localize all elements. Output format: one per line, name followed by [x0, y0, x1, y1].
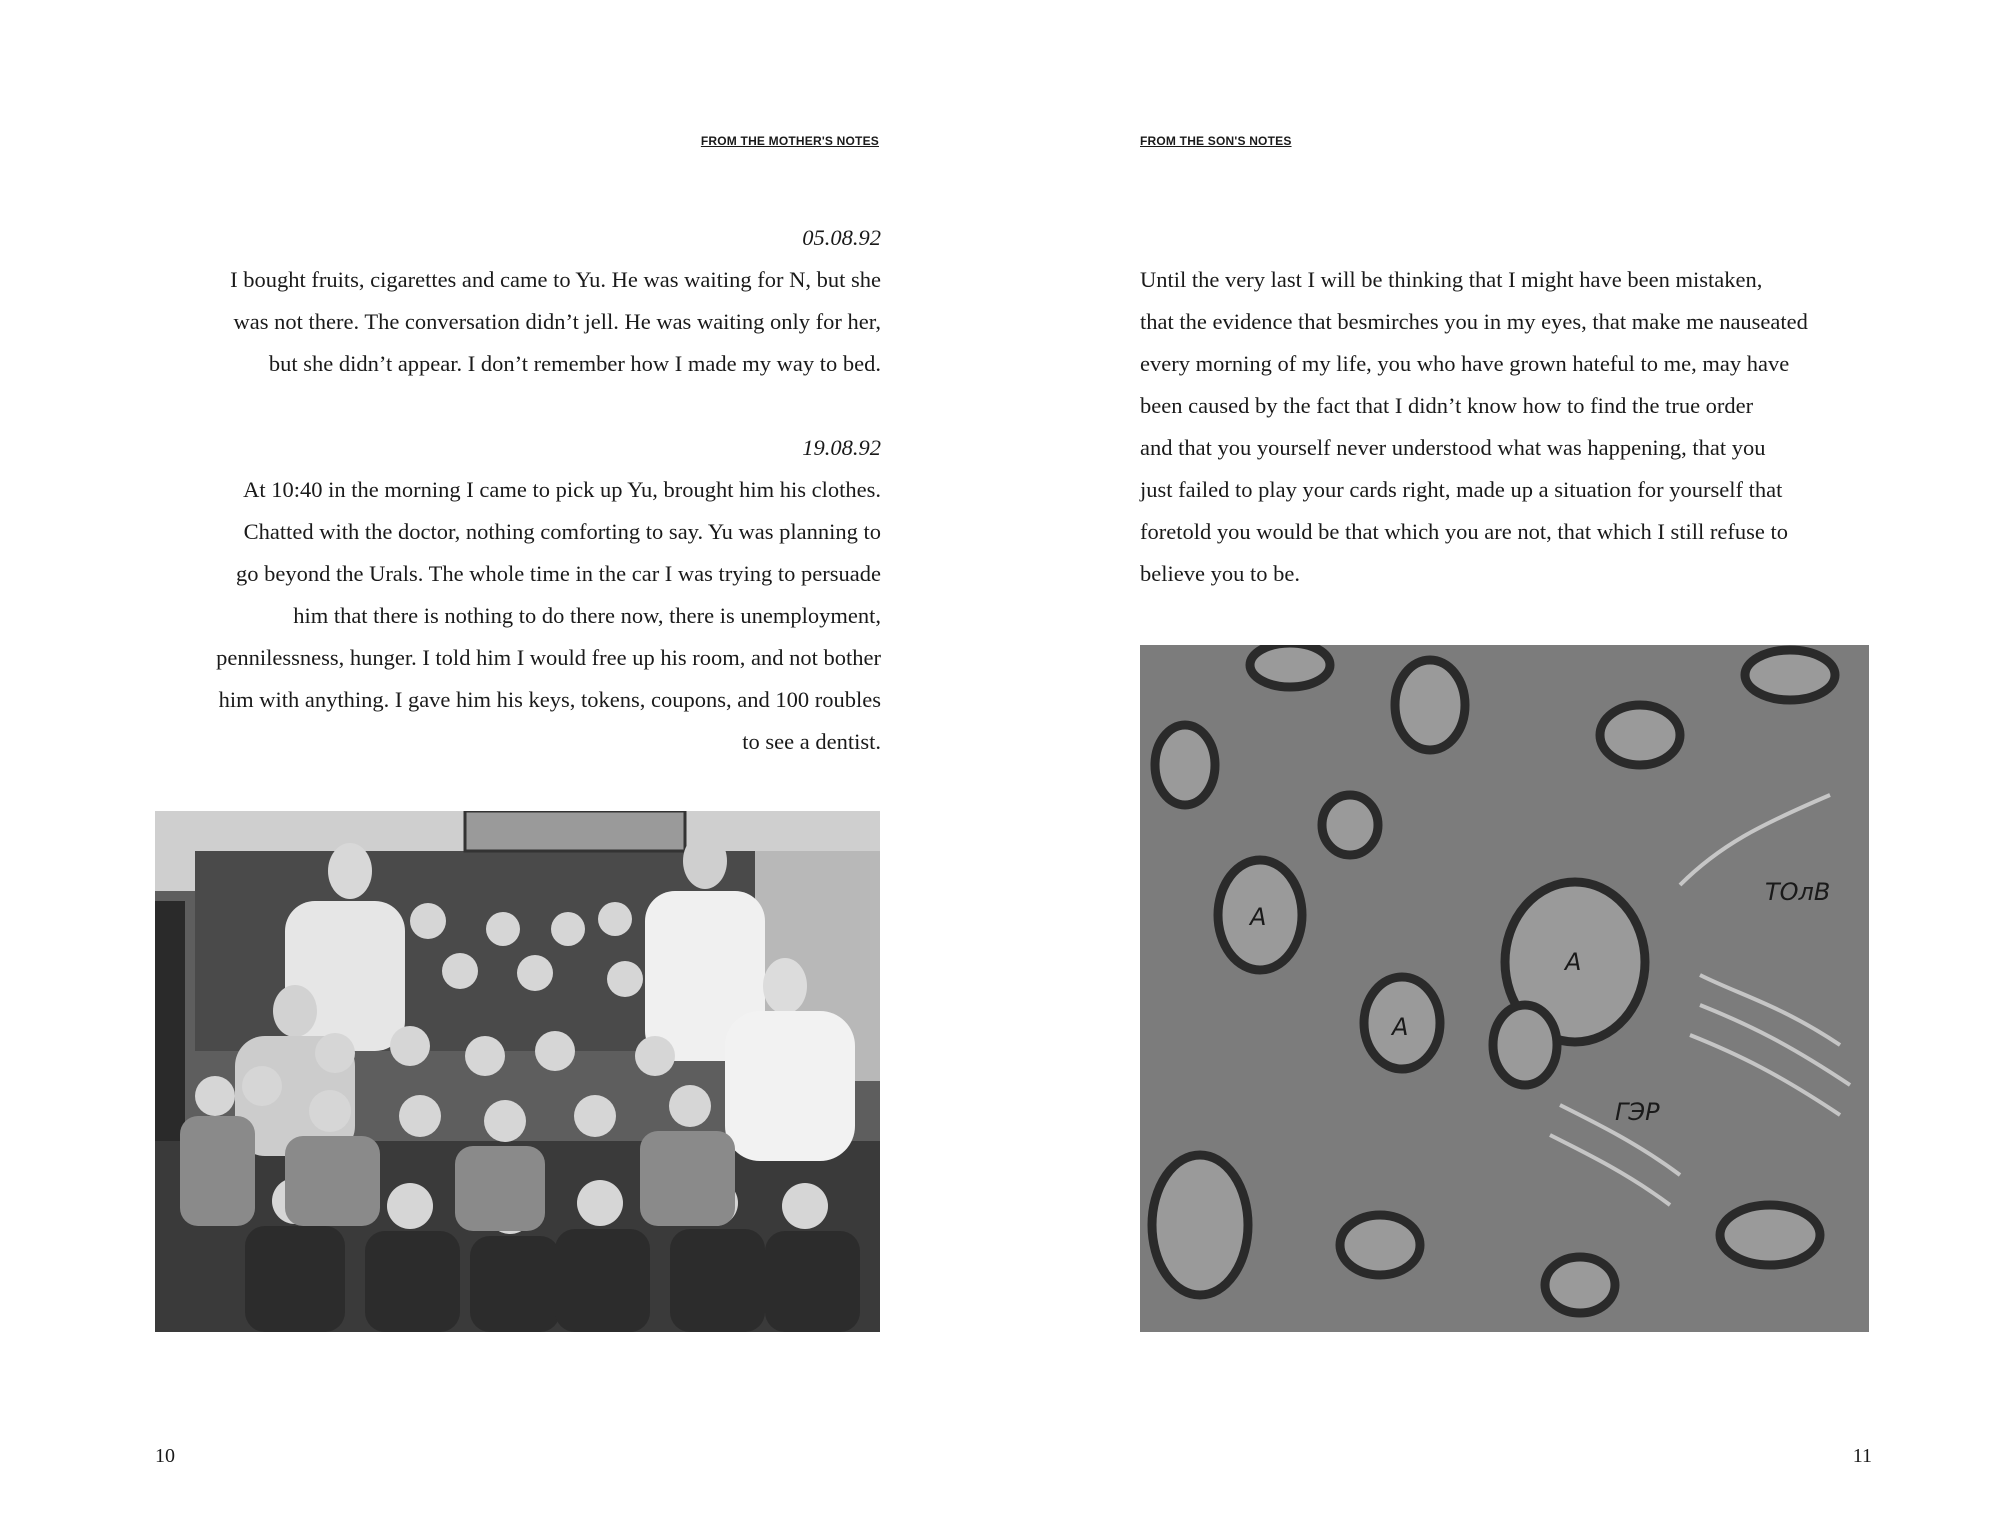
- entry-line: go beyond the Urals. The whole time in the car I was trying to persuade: [235, 561, 881, 586]
- entry-line: Chatted with the doctor, nothing comforting to say. Yu was planning to: [243, 519, 881, 544]
- entry-date: 19.08.92: [802, 435, 881, 460]
- micrograph-label-a: А: [1565, 948, 1582, 976]
- micrograph-label-a: А: [1250, 903, 1267, 931]
- entry-line: to see a dentist.: [742, 729, 881, 754]
- electron-micrograph: [1140, 645, 1869, 1332]
- entry-line: At 10:40 in the morning I came to pick up Yu, brought him his clothes.: [243, 477, 881, 502]
- text-line: every morning of my life, you who have grown hateful to me, may have: [1140, 351, 1790, 376]
- page-number-right: 11: [1852, 1445, 1872, 1467]
- page-number-left: 10: [155, 1445, 175, 1467]
- text-line: and that you yourself never understood what was happening, that you: [1140, 435, 1766, 460]
- group-photo-illustration: [155, 811, 880, 1332]
- micrograph-label-ger: ГЭР: [1615, 1098, 1660, 1126]
- text-line: just failed to play your cards right, made up a situation for yourself that: [1140, 477, 1783, 502]
- entry-line: him that there is nothing to do there now, there is unemployment,: [293, 603, 881, 628]
- running-head-mother: FROM THE MOTHER'S NOTES: [700, 134, 879, 148]
- text-line: foretold you would be that which you are not, that which I still refuse to: [1140, 519, 1788, 544]
- running-head-son: FROM THE SON'S NOTES: [1140, 134, 1292, 148]
- entry-date: 05.08.92: [802, 225, 881, 250]
- micrograph-illustration: [1140, 645, 1869, 1332]
- micrograph-label-a: А: [1392, 1013, 1409, 1041]
- text-line: Until the very last I will be thinking that I might have been mistaken,: [1140, 267, 1763, 292]
- text-line: been caused by the fact that I didn’t know how to find the true order: [1140, 393, 1754, 418]
- diary-entry: [155, 217, 881, 385]
- micrograph-label-tolv: ТОлВ: [1765, 878, 1831, 906]
- entry-line: pennilessness, hunger. I told him I would free up his room, and not bother: [216, 645, 881, 670]
- entry-line: I bought fruits, cigarettes and came to Yu. He was waiting for N, but she: [230, 267, 881, 292]
- text-line: believe you to be.: [1140, 561, 1300, 586]
- entry-line: him with anything. I gave him his keys, tokens, coupons, and 100 roubles: [218, 687, 881, 712]
- group-photo-children: [155, 811, 880, 1332]
- entry-line: but she didn’t appear. I don’t remember how I made my way to bed.: [268, 351, 881, 376]
- text-line: that the evidence that besmirches you in my eyes, that make me nauseated: [1140, 309, 1808, 334]
- mother-notes-text: [155, 217, 881, 805]
- son-notes-text: [1140, 259, 1885, 595]
- diary-entry: [155, 427, 881, 763]
- right-page: [1004, 0, 2008, 1536]
- entry-line: was not there. The conversation didn’t jell. He was waiting only for her,: [233, 309, 881, 334]
